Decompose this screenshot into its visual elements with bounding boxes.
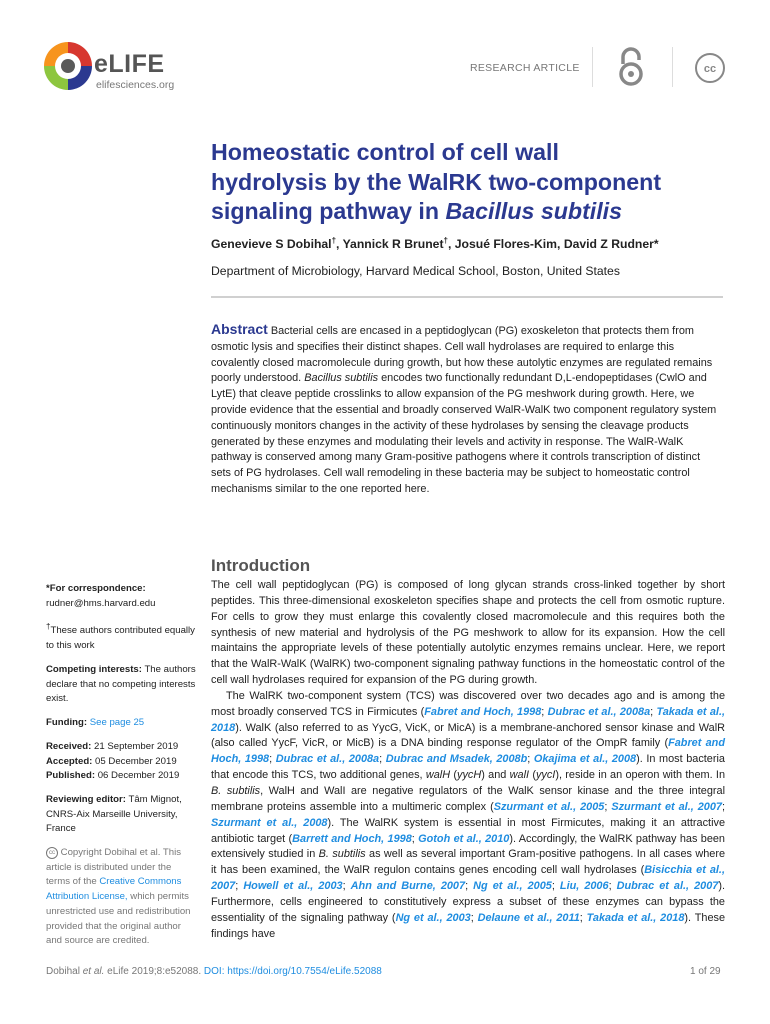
citation-link[interactable]: Ng et al., 2003	[395, 911, 471, 924]
header-divider	[672, 47, 673, 87]
license-link[interactable]: Creative Commons Attribution License,	[46, 876, 182, 903]
abstract-text: encodes two functionally redundant D,L-endopeptidases (CwlO and LytE) that cleave peptide crosslinks to allow expansion of the PG meshwork during growth. Here, we provide evidence that the essential and broadly conserved WalR-WalK two component regulatory system continuously monitors changes in the activity of these hydrolases by sensing the cleavage products generated by these enzymes and modulating their levels and activity in response. The WalR-WalK pathway is conserved among many Gram-positive pathogens where it controls transcription of distinct sets of PG hydrolases. Cell wall remodeling in these bacteria may be subject to homeostatic control mechanisms similar to the one reported here.	[211, 372, 717, 495]
cc-icon: cc	[46, 847, 58, 859]
funding: Funding: See page 25	[46, 717, 145, 729]
abstract	[211, 322, 723, 498]
species-name: B. subtilis	[318, 848, 366, 861]
page-footer-citation: Dobihal et al. eLife 2019;8:e52088. DOI: https://doi.org/10.7554/eLife.52088	[46, 966, 382, 977]
citation-link[interactable]: Szurmant et al., 2005	[493, 800, 605, 813]
citation-link[interactable]: Dubrac and Msadek, 2008b	[385, 753, 528, 766]
gene-name: yycI	[535, 769, 556, 782]
citation-link[interactable]: Delaune et al., 2011	[477, 911, 580, 924]
dagger-mark: †	[443, 236, 448, 245]
author-list: Genevieve S Dobihal†, Yannick R Brunet†, Josué Flores-Kim, David Z Rudner*	[211, 236, 659, 252]
title-line: hydrolysis by the WalRK two-component	[211, 168, 662, 195]
paragraph: The WalRK two-component system (TCS) was discovered over two decades ago and is among the most broadly conserved TCS in Firmicutes (Fabret and Hoch, 1998; Dubrac et al., 2008a; Takada et al., 2018). WalK (also referred to as YycG, VicK, or MicA) is a membrane-anchored sensor kinase and WalR (also called YycF, VicR, or MicB) is a DNA binding response regulator of the OmpR family (Fabret and Hoch, 1998; Dubrac et al., 2008a; Dubrac and Msadek, 2008b; Okajima et al., 2008). In most bacteria that encode this TCS, two additional genes, walH (yycH) and walI (yycI), reside in an operon with them. In B. subtilis, WalH and WalI are negative regulators of the WalK sensor kinase and the three integral membrane proteins assemble into a multimeric complex (Szurmant et al., 2005; Szurmant et al., 2007; Szurmant et al., 2008). The WalRK system is essential in most Firmicutes, making it an attractive antibiotic target (Barrett and Hoch, 1998; Gotoh et al., 2010). Accordingly, the WalRK pathway has been extensively studied in B. subtilis as well as several important Gram-positive pathogens. In all cases where it has been examined, the WalR regulon contains genes encoding cell wall hydrolases (Bisicchia et al., 2007; Howell et al., 2003; Ahn and Burne, 2007; Ng et al., 2005; Liu, 2006; Dubrac et al., 2007). Furthermore, cells engineered to constitutively express a subset of these enzymes can bypass the essentiality of the signaling pathway (Ng et al., 2003; Delaune et al., 2011; Takada et al., 2018). These findings have	[211, 689, 726, 940]
abstract-text: Bacterial cells are encased in a peptidoglycan (PG) exoskeleton that protects them from osmotic lysis and specifies their distinct shapes. Cell wall hydrolases are required to enlarge this covalently closed macromolecule during growth, but how these autolytic enzymes are regulated remains poorly understood.	[211, 325, 713, 385]
author-name[interactable]: Josué Flores-Kim	[454, 237, 558, 252]
citation-link[interactable]: Takada et al., 2018	[586, 911, 685, 924]
citation-link[interactable]: Fabret and Hoch, 1998	[211, 737, 725, 766]
title-line: Homeostatic control of cell wall	[211, 139, 559, 165]
page-number: 1 of 29	[690, 966, 721, 977]
citation-link[interactable]: Dubrac et al., 2008a	[547, 705, 651, 718]
citation-link[interactable]: Okajima et al., 2008	[533, 753, 637, 766]
competing-interests: Competing interests: The authors declare that no competing interests exist.	[46, 664, 196, 705]
article-title	[211, 138, 731, 227]
citation-link[interactable]: Ahn and Burne, 2007	[350, 880, 466, 893]
funding-link[interactable]: See page 25	[89, 717, 145, 729]
received-date: 21 September 2019	[91, 740, 179, 752]
citation-link[interactable]: Ng et al., 2005	[473, 880, 552, 893]
gene-name: yycH	[457, 769, 482, 782]
article-type-label: RESEARCH ARTICLE	[470, 62, 580, 74]
citation-link[interactable]: Takada et al., 2018	[211, 705, 725, 734]
reviewing-editor: Reviewing editor: Tâm Mignot, CNRS-Aix Marseille University, France	[46, 793, 182, 835]
header-divider	[592, 47, 593, 87]
citation-link[interactable]: Howell et al., 2003	[243, 880, 343, 893]
citation-link[interactable]: Bisicchia et al., 2007	[211, 864, 725, 893]
gene-name: walH	[425, 769, 451, 782]
divider	[211, 296, 723, 298]
citation-link[interactable]: Dubrac et al., 2007	[616, 880, 719, 893]
correspondence-label: *For correspondence:	[46, 583, 146, 594]
open-access-icon	[614, 46, 648, 86]
title-line: signaling pathway in	[211, 198, 446, 224]
author-name[interactable]: David Z Rudner	[563, 237, 654, 252]
dagger-mark: †	[331, 236, 337, 245]
title-species: Bacillus subtilis	[445, 198, 623, 224]
elife-logo-icon[interactable]	[42, 40, 94, 92]
author-name[interactable]: Yannick R Brunet	[342, 237, 444, 252]
citation-link[interactable]: Dubrac et al., 2008a	[275, 753, 380, 766]
corresponding-mark: *	[653, 237, 659, 252]
species-name: B. subtilis	[211, 784, 261, 797]
introduction-body	[211, 578, 725, 942]
citation-link[interactable]: Barrett and Hoch, 1998	[292, 832, 412, 845]
citation-link[interactable]: Gotoh et al., 2010	[418, 832, 510, 845]
author-name[interactable]: Genevieve S Dobihal	[211, 237, 332, 252]
abstract-heading: Abstract	[211, 321, 268, 337]
paragraph: The cell wall peptidoglycan (PG) is composed of long glycan strands cross-linked together by short peptides. This three-dimensional exoskeleton specifies shape and protects the cell from osmotic rupture. For cells to grow they must enlarge this covalently closed macromolecule and this requires both the synthesis of new material and hydrolysis of the PG meshwork to allow for its expansion. How the cell maintains the appropriate levels of these potentially autolytic enzymes remains unclear. Here, we report that the WalR-WalK (WalRK) two-component signaling pathway functions in the homeostatic control of the cell wall hydrolases required for expansion of the PG during growth.	[211, 579, 725, 687]
accepted-date: 05 December 2019	[92, 755, 177, 767]
svg-text:cc: cc	[703, 63, 717, 75]
citation-link[interactable]: Szurmant et al., 2007	[611, 800, 722, 813]
article-info-sidebar	[46, 582, 196, 958]
creative-commons-icon	[694, 52, 726, 84]
gene-name: walI	[509, 769, 530, 782]
section-heading-introduction: Introduction	[211, 556, 311, 575]
brand-site[interactable]: elifesciences.org	[96, 79, 175, 91]
doi-link[interactable]: DOI: https://doi.org/10.7554/eLife.52088	[203, 966, 382, 977]
published-date: 06 December 2019	[95, 770, 180, 782]
correspondence	[46, 582, 196, 611]
equal-contribution-note: †These authors contributed equally to this work	[46, 622, 195, 652]
brand-name: eLIFE	[94, 50, 165, 78]
affiliation: Department of Microbiology, Harvard Medical School, Boston, United States	[211, 264, 620, 278]
copyright-notice: cc Copyright Dobihal et al. This article is distributed under the terms of the Creative Commons Attribution License, which permits unrestricted use and redistribution provided that the original author and source are credited.	[46, 847, 191, 947]
citation-link[interactable]: Fabret and Hoch, 1998	[424, 705, 542, 718]
correspondence-email[interactable]: rudner@hms.harvard.edu	[46, 597, 156, 609]
dagger-mark: †	[46, 622, 51, 632]
abstract-species: Bacillus subtilis	[304, 372, 379, 385]
citation-link[interactable]: Liu, 2006	[559, 880, 609, 893]
dates: Received: 21 September 2019 Accepted: 05 December 2019 Published: 06 December 2019	[46, 740, 180, 782]
citation-link[interactable]: Szurmant et al., 2008	[211, 816, 328, 829]
